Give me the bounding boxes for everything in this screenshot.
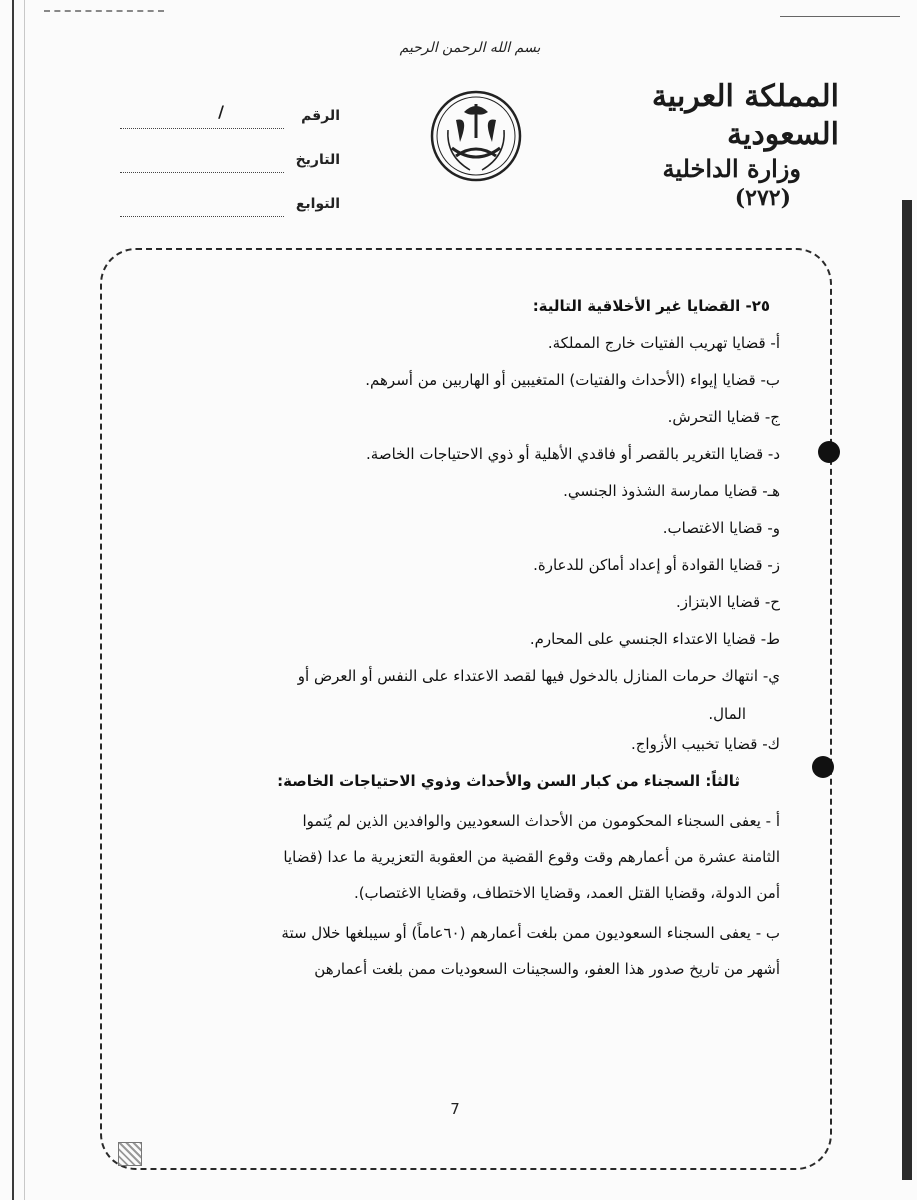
paragraph-line: الثامنة عشرة من أعمارهم وقت وقوع القضية من العقوبة التعزيرية ما عدا (قضايا bbox=[283, 848, 780, 866]
paragraph-line: ب - يعفى السجناء السعوديون ممن بلغت أعمارهم (٦٠عاماً) أو سيبلغها خلال ستة bbox=[281, 924, 780, 942]
reference-fields bbox=[120, 94, 340, 226]
paragraph-line: أشهر من تاريخ صدور هذا العفو، والسجينات السعوديات ممن بلغت أعمارهن bbox=[314, 960, 780, 978]
page-number: 7 bbox=[450, 1100, 460, 1118]
list-item: ز- قضايا القوادة أو إعداد أماكن للدعارة. bbox=[533, 556, 780, 574]
field-label: التوابع bbox=[295, 196, 340, 212]
punch-hole bbox=[812, 756, 834, 778]
list-item: ب- قضايا إيواء (الأحداث والفتيات) المتغيبين أو الهاربين من أسرهم. bbox=[365, 371, 780, 389]
top-dashed-mark bbox=[44, 10, 164, 12]
date-field bbox=[120, 138, 340, 182]
field-label: الرقم bbox=[301, 108, 340, 124]
scan-edge bbox=[12, 0, 14, 1200]
ministry-name: وزارة الداخلية bbox=[662, 154, 801, 183]
paragraph-line: أ - يعفى السجناء المحكومون من الأحداث السعوديين والوافدين الذين لم يُتموا bbox=[302, 812, 780, 830]
field-line bbox=[120, 101, 284, 129]
list-item: ط- قضايا الاعتداء الجنسي على المحارم. bbox=[529, 630, 780, 648]
document-number: (٢٧٢) bbox=[734, 185, 791, 211]
list-item: أ- قضايا تهريب الفتيات خارج المملكة. bbox=[547, 334, 780, 352]
list-item-line: المال. bbox=[708, 705, 746, 723]
ministry-letterhead bbox=[579, 78, 839, 212]
field-label: التاريخ bbox=[295, 152, 340, 168]
saudi-emblem-icon bbox=[430, 90, 522, 182]
list-item: ج- قضايا التحرش. bbox=[667, 408, 780, 426]
section-title: ٢٥- القضايا غير الأخلاقية التالية: bbox=[532, 297, 770, 315]
attachments-field bbox=[120, 182, 340, 226]
punch-hole bbox=[818, 441, 840, 463]
paragraph bbox=[140, 915, 780, 987]
field-line bbox=[120, 202, 284, 217]
paragraph bbox=[140, 803, 780, 911]
kingdom-name: المملكة العربية السعودية bbox=[651, 79, 839, 152]
section-heading: ثالثاً: السجناء من كبار السن والأحداث وذوي الاحتياجات الخاصة: bbox=[277, 772, 740, 790]
slash-mark: / bbox=[218, 101, 224, 121]
list-item bbox=[140, 666, 780, 724]
list-item: و- قضايا الاغتصاب. bbox=[662, 519, 780, 537]
list-item: د- قضايا التغرير بالقصر أو فاقدي الأهلية أو ذوي الاحتياجات الخاصة. bbox=[366, 445, 780, 463]
list-item: ك- قضايا تخبيب الأزواج. bbox=[630, 735, 780, 753]
document-body bbox=[140, 296, 780, 991]
scan-edge bbox=[24, 0, 25, 1200]
paragraph-line: أمن الدولة، وقضايا القتل العمد، وقضايا الاختطاف، وقضايا الاغتصاب). bbox=[353, 884, 780, 902]
field-line bbox=[120, 158, 284, 173]
list-item: ح- قضايا الابتزاز. bbox=[675, 593, 780, 611]
scan-edge bbox=[902, 200, 912, 1180]
corner-mark bbox=[118, 1142, 142, 1166]
list-item: هـ- قضايا ممارسة الشذوذ الجنسي. bbox=[563, 482, 780, 500]
basmala: بسم الله الرحمن الرحيم bbox=[399, 40, 541, 56]
top-rule-mark bbox=[780, 16, 900, 17]
reference-number-field bbox=[120, 94, 340, 138]
list-item-line: ي- انتهاك حرمات المنازل بالدخول فيها لقصد الاعتداء على النفس أو العرض أو bbox=[297, 667, 780, 685]
